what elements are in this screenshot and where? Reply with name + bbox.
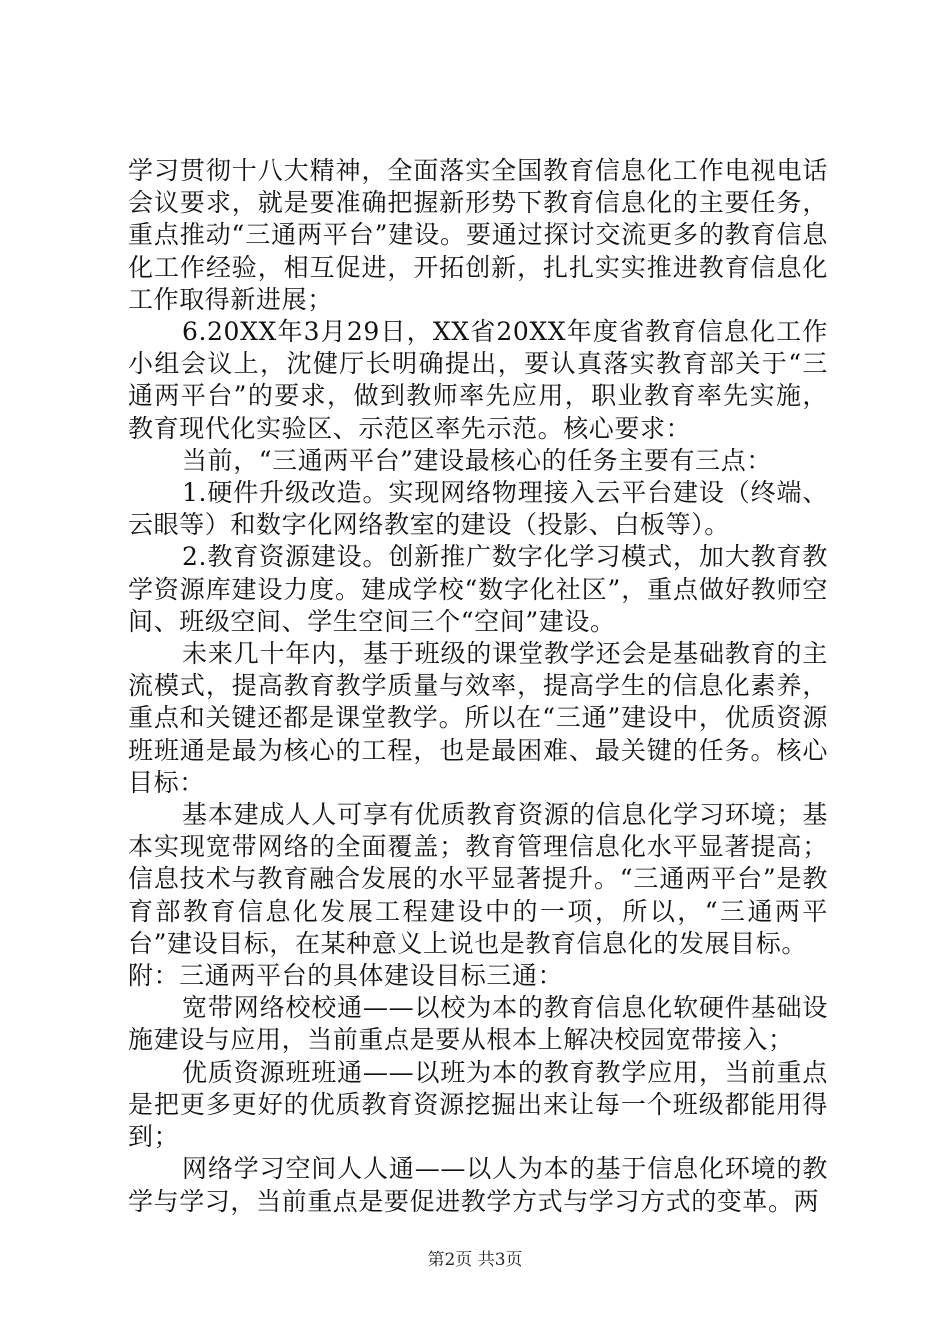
paragraph-5: 2.教育资源建设。创新推广数字化学习模式，加大教育教学资源库建设力度。建成学校“数字化社区”，重点做好教师空间、班级空间、学生空间三个“空间”建设。: [128, 542, 828, 636]
paragraph-10: 优质资源班班通——以班为本的教育教学应用，当前重点是把更多更好的优质教育资源挖掘出来让每一个班级都能用得到；: [128, 1057, 828, 1152]
paragraph-9: 宽带网络校校通——以校为本的教育信息化软硬件基础设施建设与应用，当前重点是要从根本上解决校园宽带接入；: [128, 993, 828, 1055]
paragraph-7: 基本建成人人可享有优质教育资源的信息化学习环境；基本实现宽带网络的全面覆盖；教育管理信息化水平显著提高；信息技术与教育融合发展的水平显著提升。“三通两平台”是教育部教育信息化发展工程建设中的一项，所以，“三通两平台”建设目标，在某种意义上说也是教育信息化的发展目标。: [128, 800, 828, 958]
paragraph-1: 学习贯彻十八大精神，全面落实全国教育信息化工作电视电话会议要求，就是要准确把握新形势下教育信息化的主要任务，重点推动“三通两平台”建设。要通过探讨交流更多的教育信息化工作经验，相互促进，开拓创新，扎扎实实推进教育信息化工作取得新进展；: [128, 156, 828, 314]
paragraph-4: 1.硬件升级改造。实现网络物理接入云平台建设（终端、云眼等）和数字化网络教室的建设（投影、白板等）。: [128, 478, 828, 540]
page-number-label: 第2页 共3页: [427, 1250, 523, 1270]
paragraph-8: 附：三通两平台的具体建设目标三通：: [128, 961, 564, 991]
paragraph-2: 6.20XX年3月29日，XX省20XX年度省教育信息化工作小组会议上，沈健厅长明确提出，要认真落实教育部关于“三通两平台”的要求，做到教师率先应用，职业教育率先实施，教育现代化实验区、示范区率先示范。核心要求：: [128, 317, 828, 443]
page-footer: [0, 1245, 950, 1270]
paragraph-3: 当前，“三通两平台”建设最核心的任务主要有三点：: [182, 445, 772, 475]
document-body: [128, 155, 828, 1218]
paragraph-11: 网络学习空间人人通——以人为本的基于信息化环境的教学与学习，当前重点是要促进教学方式与学习方式的变革。两: [128, 1154, 828, 1216]
paragraph-6: 未来几十年内，基于班级的课堂教学还会是基础教育的主流模式，提高教育教学质量与效率，提高学生的信息化素养，重点和关键还都是课堂教学。所以在“三通”建设中，优质资源班班通是最为核心的工程，也是最困难、最关键的任务。核心目标：: [128, 639, 828, 797]
